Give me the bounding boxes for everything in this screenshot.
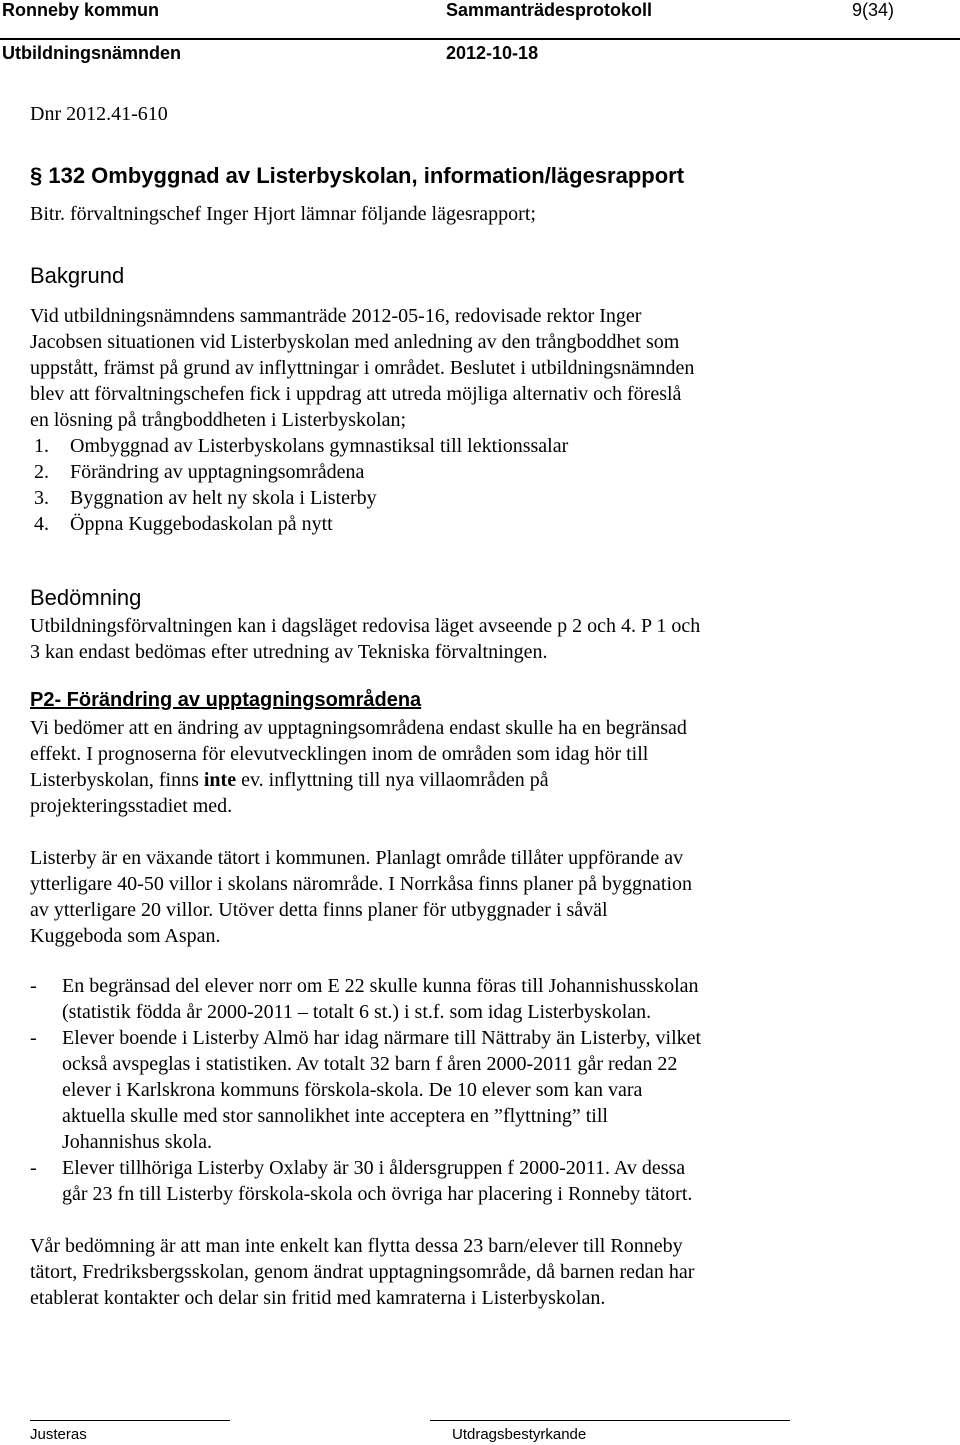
header-divider bbox=[0, 38, 960, 40]
text-run: Listerbyskolan, finns bbox=[30, 769, 204, 791]
paragraph-line: effekt. I prognoserna för elevutvecklingen inom de områden som idag hör till bbox=[30, 743, 649, 765]
case-number: Dnr 2012.41-610 bbox=[30, 103, 168, 125]
section-title: § 132 Ombyggnad av Listerbyskolan, information/lägesrapport bbox=[30, 163, 685, 188]
paragraph-line: Listerby är en växande tätort i kommunen. Planlagt område tillåter uppförande av bbox=[30, 847, 684, 869]
paragraph-line: tätort, Fredriksbergsskolan, genom ändrat upptagningsområde, då barnen redan har bbox=[30, 1261, 695, 1283]
bedomning-heading: Bedömning bbox=[30, 585, 142, 610]
list-item bbox=[34, 511, 333, 537]
list-item-text: Ombyggnad av Listerbyskolans gymnastiksal till lektionssalar bbox=[70, 435, 569, 457]
paragraph-line: 3 kan endast bedömas efter utredning av Tekniska förvaltningen. bbox=[30, 641, 548, 663]
list-item-text: Öppna Kuggebodaskolan på nytt bbox=[70, 513, 333, 535]
footer-divider-left bbox=[30, 1420, 230, 1421]
dash-item-line: Elever boende i Listerby Almö har idag närmare till Nättraby än Listerby, vilket bbox=[62, 1027, 702, 1049]
paragraph-line: blev att förvaltningschefen fick i uppdrag att utreda möjliga alternativ och föreslå bbox=[30, 383, 682, 405]
paragraph-line bbox=[30, 767, 549, 793]
dash-item-line: Johannishus skola. bbox=[62, 1131, 212, 1153]
document-type: Sammanträdesprotokoll bbox=[446, 0, 653, 20]
dash-marker: - bbox=[30, 1027, 37, 1049]
list-item-text: Förändring av upptagningsområdena bbox=[70, 461, 365, 483]
paragraph-line: Utbildningsförvaltningen kan i dagsläget redovisa läget avseende p 2 och 4. P 1 och bbox=[30, 615, 701, 637]
paragraph-line: av ytterligare 20 villor. Utöver detta finns planer för utbyggnader i såväl bbox=[30, 899, 608, 921]
paragraph-line: projekteringsstadiet med. bbox=[30, 795, 233, 817]
list-item-number: 2. bbox=[34, 461, 49, 483]
utdragsbestyrkande-label: Utdragsbestyrkande bbox=[452, 1426, 587, 1443]
footer-divider-right bbox=[430, 1420, 790, 1421]
page-number: 9(34) bbox=[852, 0, 895, 20]
dash-item-line: En begränsad del elever norr om E 22 skulle kunna föras till Johannishusskolan bbox=[62, 975, 699, 997]
bakgrund-heading: Bakgrund bbox=[30, 263, 125, 288]
list-item bbox=[34, 459, 364, 485]
paragraph-line: Jacobsen situationen vid Listerbyskolan med anledning av den trångboddhet som bbox=[30, 331, 680, 353]
committee-name: Utbildningsnämnden bbox=[2, 43, 181, 63]
paragraph-line: en lösning på trångboddheten i Listerbyskolan; bbox=[30, 409, 407, 431]
list-item-number: 4. bbox=[34, 513, 49, 535]
list-item-text: Byggnation av helt ny skola i Listerby bbox=[70, 487, 377, 509]
dash-item-line: Elever tillhöriga Listerby Oxlaby är 30 i åldersgruppen f 2000-2011. Av dessa bbox=[62, 1157, 686, 1179]
p2-heading: P2- Förändring av upptagningsområdena bbox=[30, 689, 422, 711]
list-item bbox=[34, 485, 377, 511]
dash-item-line: går 23 fn till Listerby förskola-skola och övriga har placering i Ronneby tätort. bbox=[62, 1183, 693, 1205]
paragraph-line: uppstått, främst på grund av inflyttningar i området. Beslutet i utbildningsnämnden bbox=[30, 357, 695, 379]
paragraph-line: Vi bedömer att en ändring av upptagningsområdena endast skulle ha en begränsad bbox=[30, 717, 687, 739]
paragraph-line: ytterligare 40-50 villor i skolans närområde. I Norrkåsa finns planer på byggnation bbox=[30, 873, 693, 895]
dash-item-line: (statistik födda år 2000-2011 – totalt 6 st.) i st.f. som idag Listerbyskolan. bbox=[62, 1001, 652, 1023]
intro-text: Bitr. förvaltningschef Inger Hjort lämnar följande lägesrapport; bbox=[30, 203, 536, 225]
list-item-number: 3. bbox=[34, 487, 49, 509]
meeting-date: 2012-10-18 bbox=[446, 43, 539, 63]
emphasis-text: inte bbox=[203, 769, 237, 791]
list-item-number: 1. bbox=[34, 435, 49, 457]
dash-item-line: aktuella skulle med stor sannolikhet inte acceptera en ”flyttning” till bbox=[62, 1105, 608, 1127]
paragraph-line: Vid utbildningsnämndens sammanträde 2012-05-16, redovisade rektor Inger bbox=[30, 305, 642, 327]
paragraph-line: Kuggeboda som Aspan. bbox=[30, 925, 221, 947]
dash-item-line: elever i Karlskrona kommuns förskola-skola. De 10 elever som kan vara bbox=[62, 1079, 643, 1101]
dash-item-line: också avspeglas i statistiken. Av totalt 32 barn f åren 2000-2011 går redan 22 bbox=[62, 1053, 678, 1075]
municipality-name: Ronneby kommun bbox=[2, 0, 160, 20]
paragraph-line: Vår bedömning är att man inte enkelt kan flytta dessa 23 barn/elever till Ronneby bbox=[30, 1235, 683, 1257]
dash-marker: - bbox=[30, 975, 37, 997]
paragraph-line: etablerat kontakter och delar sin fritid med kamraterna i Listerbyskolan. bbox=[30, 1287, 606, 1309]
list-item bbox=[34, 433, 568, 459]
dash-marker: - bbox=[30, 1157, 37, 1179]
justeras-label: Justeras bbox=[30, 1426, 87, 1443]
text-run: ev. inflyttning till nya villaområden på bbox=[236, 769, 549, 791]
